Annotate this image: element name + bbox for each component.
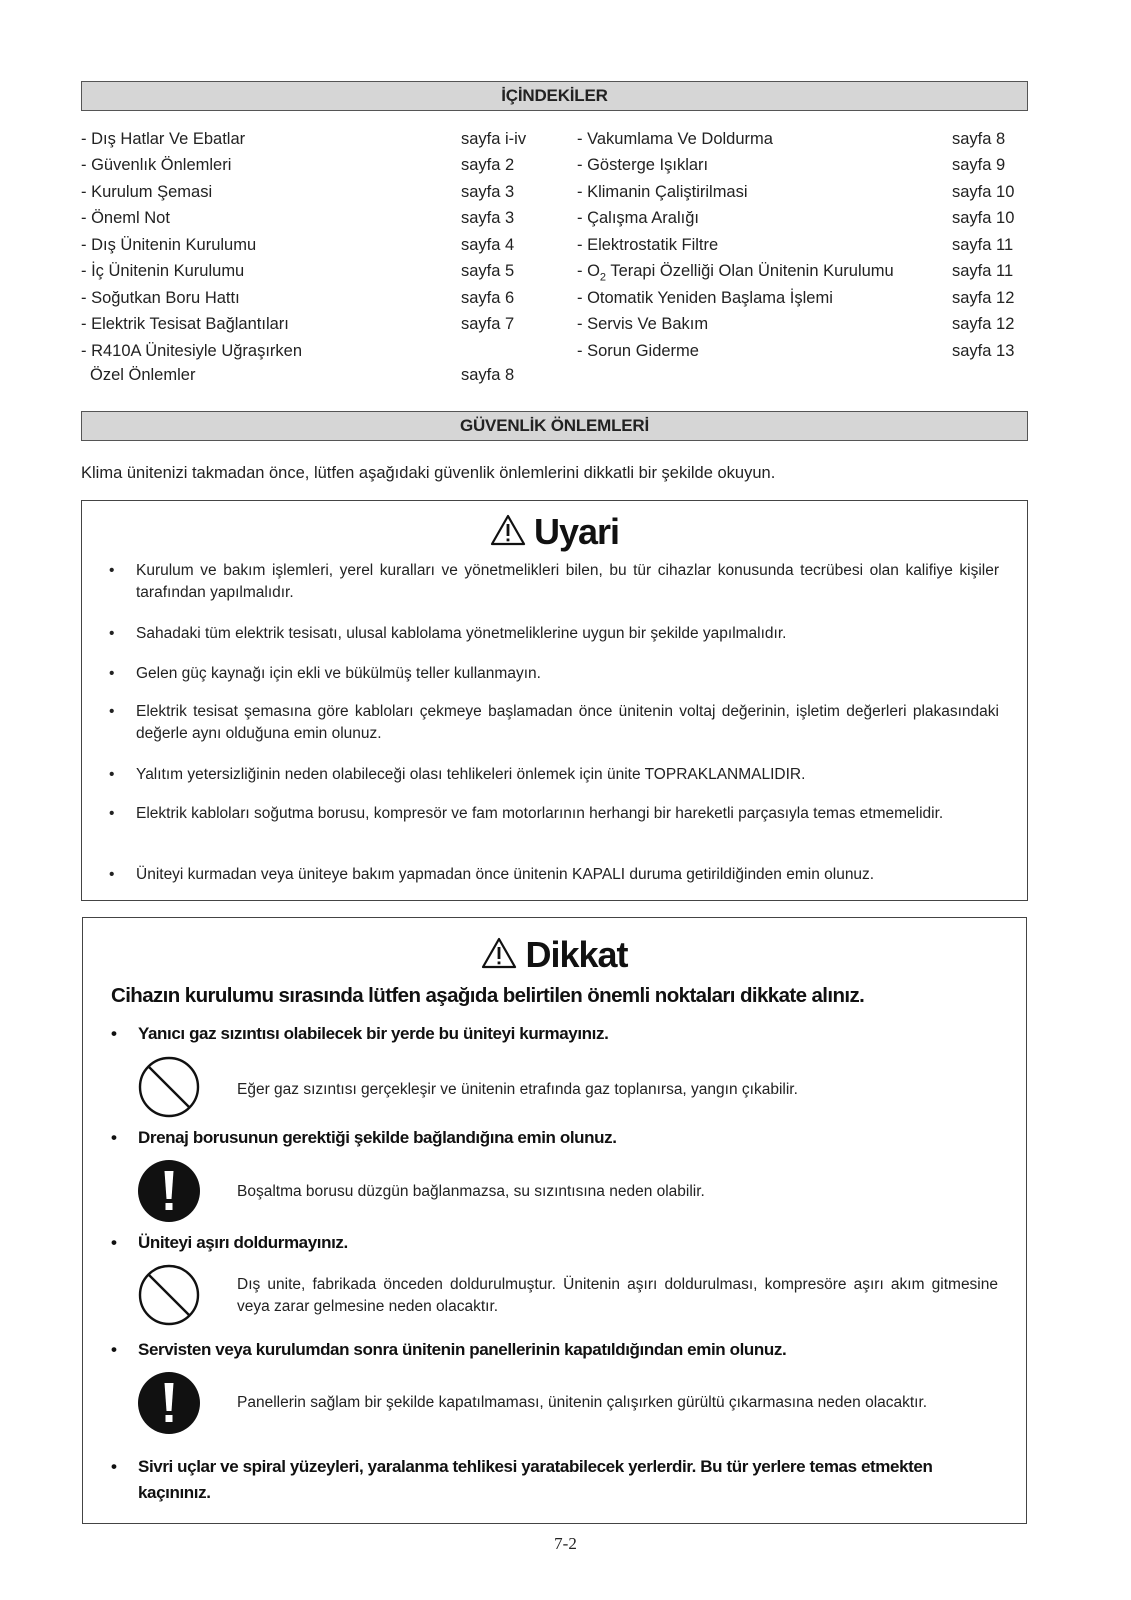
- bullet: •: [109, 866, 115, 883]
- toc-entry-label: - Soğutkan Boru Hattı: [81, 289, 240, 307]
- page-number: 7-2: [554, 1534, 577, 1553]
- toc-entry-page: sayfa 4: [461, 236, 515, 254]
- caution-item-heading: [111, 1230, 998, 1256]
- caution-item-text: Eğer gaz sızıntısı gerçekleşir ve ünitenin etrafında gaz toplanırsa, yangın çıkabilir.: [237, 1081, 798, 1098]
- warning-item: [109, 560, 999, 604]
- warning-item: [109, 701, 999, 745]
- toc-entry-page: sayfa 3: [461, 209, 515, 227]
- warning-item-text: Kurulum ve bakım işlemleri, yerel kuralları ve yönetmelikleri bilen, bu tür cihazlar konusunda tecrübesi olan kalifiye kişiler tarafından yapılmalıdır.: [136, 562, 999, 601]
- toc-entry-page: sayfa 10: [952, 209, 1015, 227]
- caution-item-heading-text: Servisten veya kurulumdan sonra ünitenin panellerinin kapatıldığından emin olunuz.: [138, 1340, 787, 1359]
- toc-entry-label: - Dış Ünitenin Kurulumu: [81, 236, 257, 254]
- caution-title-text: Dikkat: [525, 934, 628, 975]
- warning-item-text: Yalıtım yetersizliğinin neden olabileceği olası tehlikeleri önlemek için ünite TOPRAKLANMALIDIR.: [136, 766, 806, 783]
- toc-entry-label: - Öneml Not: [81, 209, 170, 227]
- toc-entry-page: sayfa 11: [952, 236, 1014, 254]
- bullet: •: [111, 1233, 117, 1252]
- caution-box: [82, 917, 1027, 1524]
- mandatory-exclamation-icon: [137, 1159, 201, 1223]
- caution-item-heading-text: Yanıcı gaz sızıntısı olabilecek bir yerde bu üniteyi kurmayınız.: [138, 1024, 609, 1043]
- warning-item: [109, 764, 999, 786]
- caution-item-heading: [111, 1337, 998, 1363]
- safety-header: GÜVENLİK ÖNLEMLERİ: [81, 411, 1028, 441]
- toc-entry-page: sayfa 8: [461, 366, 515, 384]
- toc-entry-page: sayfa 5: [461, 262, 515, 280]
- toc-header: İÇİNDEKİLER: [81, 81, 1028, 111]
- warning-item-text: Gelen güç kaynağı için ekli ve bükülmüş teller kullanmayın.: [136, 665, 541, 682]
- toc-entry-page: sayfa 12: [952, 289, 1015, 307]
- bullet: •: [111, 1340, 117, 1359]
- toc-entry-page: sayfa 11: [952, 262, 1014, 280]
- toc-entry-label: - Servis Ve Bakım: [577, 315, 709, 333]
- caution-item-heading: [111, 1021, 998, 1047]
- warning-item-text: Sahadaki tüm elektrik tesisatı, ulusal kablolama yönetmeliklerine uygun bir şekilde yapılmalıdır.: [136, 625, 787, 642]
- toc-entry-label-prefix: - O: [577, 262, 600, 280]
- caution-item-heading: [111, 1454, 998, 1506]
- caution-item-text: Panellerin sağlam bir şekilde kapatılmaması, ünitenin çalışırken gürültü çıkarmasına neden olacaktır.: [237, 1394, 928, 1411]
- warning-item: [109, 864, 999, 886]
- prohibition-icon: [137, 1055, 201, 1119]
- toc-entry-page: sayfa 10: [952, 183, 1015, 201]
- toc-entry-page: sayfa 9: [952, 156, 1006, 174]
- toc-entry-page: sayfa 13: [952, 342, 1015, 360]
- toc-entry-label: - Gösterge Işıkları: [577, 156, 709, 174]
- toc-entry-page: sayfa 6: [461, 289, 515, 307]
- warning-item-text: Elektrik kabloları soğutma borusu, kompresör ve fam motorlarının herhangi bir hareketli parçasıyla temas etmemelidir.: [136, 805, 944, 822]
- bullet: •: [109, 562, 115, 579]
- warning-item-text: Üniteyi kurmadan veya üniteye bakım yapmadan önce ünitenin KAPALI duruma getirildiğinden emin olunuz.: [136, 866, 875, 883]
- toc-entry-page: sayfa 2: [461, 156, 515, 174]
- warning-item: [109, 803, 999, 825]
- bullet: •: [109, 805, 115, 822]
- mandatory-exclamation-icon: [137, 1371, 201, 1435]
- caution-title: [83, 934, 1026, 978]
- warning-box: [81, 500, 1028, 901]
- toc-entry-label: - Dış Hatlar Ve Ebatlar: [81, 130, 246, 148]
- warning-title: [82, 511, 1027, 555]
- caution-item-heading-text: Üniteyi aşırı doldurmayınız.: [138, 1233, 348, 1252]
- toc-entry-label: - Otomatik Yeniden Başlama İşlemi: [577, 289, 833, 307]
- caution-item-text: Boşaltma borusu düzgün bağlanmazsa, su sızıntısına neden olabilir.: [237, 1183, 705, 1200]
- warning-item-text: Elektrik tesisat şemasına göre kabloları çekmeye başlamadan önce ünitenin voltaj değerinin, işletim değerleri plakasındaki değerle aynı olduğuna emin olunuz.: [136, 703, 999, 742]
- toc-entry-label: - Klimanin Çaliştirilmasi: [577, 183, 748, 201]
- caution-item-heading: [111, 1125, 998, 1151]
- toc-entry-page: sayfa 12: [952, 315, 1015, 333]
- bullet: •: [109, 625, 115, 642]
- toc-entry-label: - Elektrik Tesisat Bağlantıları: [81, 315, 289, 333]
- bullet: •: [109, 703, 115, 720]
- caution-item-heading-text: Sivri uçlar ve spiral yüzeyleri, yaralanma tehlikesi yaratabilecek yerlerdir. Bu tür yerlere temas etmekten kaçınınız.: [138, 1457, 933, 1502]
- warning-item: [109, 663, 999, 685]
- toc-entry-label-suffix: Terapi Özelliği Olan Ünitenin Kurulumu: [606, 262, 894, 280]
- toc-entry-label: - Çalışma Aralığı: [577, 209, 699, 227]
- caution-item-text: Dış unite, fabrikada önceden doldurulmuştur. Ünitenin aşırı doldurulması, kompresöre aşırı akım gitmesine veya zarar gelmesine neden olacaktır.: [237, 1276, 998, 1315]
- toc-entry-label: - Sorun Giderme: [577, 342, 699, 360]
- safety-intro: Klima ünitenizi takmadan önce, lütfen aşağıdaki güvenlik önlemlerini dikkatli bir şekilde okuyun.: [81, 464, 776, 482]
- prohibition-icon: [137, 1263, 201, 1327]
- toc-entry-label: - Elektrostatik Filtre: [577, 236, 719, 254]
- toc-entry-label: - Vakumlama Ve Doldurma: [577, 130, 773, 148]
- warning-triangle-icon: [490, 513, 526, 555]
- toc-entry-page: sayfa 3: [461, 183, 515, 201]
- bullet: •: [111, 1024, 117, 1043]
- toc-entry-page: sayfa i-iv: [461, 130, 527, 148]
- bullet: •: [111, 1128, 117, 1147]
- toc-entry-label: - İç Ünitenin Kurulumu: [81, 262, 245, 280]
- toc-entry-label: - Kurulum Şemasi: [81, 183, 213, 201]
- bullet: •: [109, 665, 115, 682]
- toc-entry-label: - Güvenlık Önlemleri: [81, 156, 232, 174]
- warning-item: [109, 623, 999, 645]
- toc-entry-page: sayfa 7: [461, 315, 515, 333]
- warning-triangle-icon: [481, 936, 517, 978]
- bullet: •: [109, 766, 115, 783]
- toc-entry-label: Özel Önlemler: [90, 366, 196, 384]
- warning-title-text: Uyari: [533, 511, 620, 552]
- caution-subtitle: Cihazın kurulumu sırasında lütfen aşağıda belirtilen önemli noktaları dikkate alınız.: [111, 984, 865, 1007]
- toc-entry-label: - R410A Ünitesiyle Uğraşırken: [81, 342, 303, 360]
- toc-entry-label: [577, 262, 894, 283]
- toc-entry-label-subscript: 2: [599, 271, 607, 284]
- caution-item-heading-text: Drenaj borusunun gerektiği şekilde bağlandığına emin olunuz.: [138, 1128, 617, 1147]
- bullet: •: [111, 1457, 117, 1476]
- toc-entry-page: sayfa 8: [952, 130, 1006, 148]
